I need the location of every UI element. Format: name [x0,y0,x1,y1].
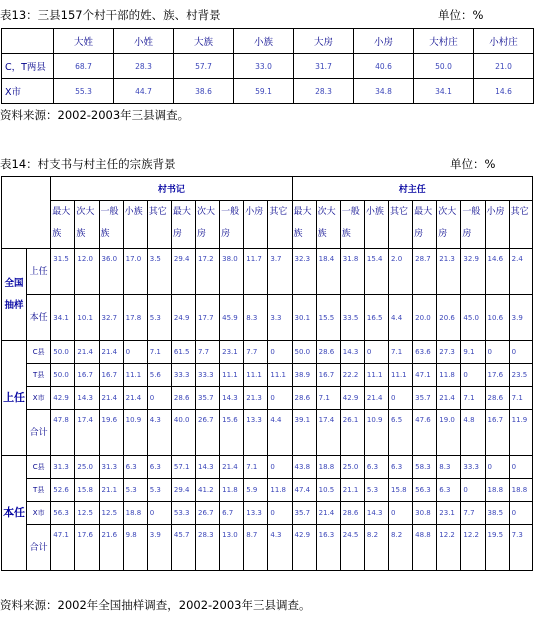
col-header: 一般族 [99,201,123,249]
table-cell: 50.0 [51,341,75,364]
table-cell: 12.2 [461,525,485,571]
table-cell: 21.4 [123,387,147,410]
col-header: 大族 [174,29,234,54]
table-cell: 23.5 [509,364,532,387]
row-label: X市 [27,502,51,525]
table-cell: 20.6 [437,295,461,341]
table-cell: 30.1 [292,295,316,341]
table-cell: 0 [485,456,509,479]
table-cell: 17.4 [75,410,99,456]
table-cell: 15.8 [389,479,413,502]
table-cell: 50.0 [292,341,316,364]
table-cell: 47.6 [413,410,437,456]
table-cell: 42.9 [51,387,75,410]
table-cell: 0 [364,341,388,364]
table-cell: 28.7 [413,249,437,295]
table-cell: 6.7 [220,502,244,525]
table-cell: 47.8 [51,410,75,456]
table-cell: 11.1 [123,364,147,387]
table-cell: 20.0 [413,295,437,341]
table-row [2,456,533,479]
table-cell: 16.7 [99,364,123,387]
table-cell: 17.0 [123,249,147,295]
table-cell: 10.9 [123,410,147,456]
table-cell: 27.3 [437,341,461,364]
table-cell: 21.1 [340,479,364,502]
table-cell: 3.7 [268,249,292,295]
table-cell: 8.2 [389,525,413,571]
col-header: 最大房 [171,201,195,249]
table-cell: 19.0 [437,410,461,456]
row-label: 本任 [27,295,51,341]
table-cell: 45.9 [220,295,244,341]
table-cell: 34.1 [414,79,474,104]
col-header: 小族 [364,201,388,249]
table-cell: 10.5 [316,479,340,502]
table-cell: 21.4 [75,341,99,364]
table-row [2,502,533,525]
table-cell: 8.2 [364,525,388,571]
table-cell: 28.6 [292,387,316,410]
table-cell: 18.8 [123,502,147,525]
table-cell: 5.6 [147,364,171,387]
table-cell: 40.0 [171,410,195,456]
table-cell: 0 [147,502,171,525]
table-cell: 11.1 [244,364,268,387]
table-cell: 29.4 [171,479,195,502]
col-header: 小房 [354,29,414,54]
table-cell: 0 [268,387,292,410]
table-cell: 24.5 [340,525,364,571]
table-cell: 0 [509,456,532,479]
table-cell: 13.3 [244,502,268,525]
col-header: 次大房 [437,201,461,249]
table-cell: 0 [461,479,485,502]
table-cell: 57.1 [171,456,195,479]
col-header: 其它 [147,201,171,249]
table-cell: 4.4 [268,410,292,456]
table-row [2,79,534,104]
table-cell: 6.3 [364,456,388,479]
table-cell: 3.9 [147,525,171,571]
table-cell: 45.0 [461,295,485,341]
table-cell: 28.6 [340,502,364,525]
table-cell: 13.3 [244,410,268,456]
table-cell: 13.0 [220,525,244,571]
group-header-secretary: 村书记 [51,177,292,201]
table14 [1,176,533,571]
table-cell: 7.1 [461,387,485,410]
table-cell: 3.9 [509,295,532,341]
col-header: 其它 [268,201,292,249]
table-cell: 59.1 [234,79,294,104]
table-cell: 14.3 [340,341,364,364]
table-cell: 3.3 [268,295,292,341]
table-row [2,387,533,410]
table-cell: 53.3 [171,502,195,525]
table-cell: 15.6 [220,410,244,456]
table-cell: 15.4 [364,249,388,295]
table-cell: 7.1 [509,387,532,410]
table-cell: 4.3 [147,410,171,456]
table-cell: 21.4 [220,456,244,479]
table-cell: 26.1 [340,410,364,456]
group-header-director: 村主任 [292,177,532,201]
table-cell: 6.3 [389,456,413,479]
row-group-label: 全国抽样 [2,249,27,341]
table-cell: 42.9 [340,387,364,410]
row-label: 上任 [27,249,51,295]
table-cell: 18.8 [485,479,509,502]
table-cell: 38.9 [292,364,316,387]
table-cell: 0 [123,341,147,364]
table-cell: 7.3 [509,525,532,571]
table-cell: 12.5 [75,502,99,525]
table-cell: 31.7 [294,54,354,79]
table-cell: 33.0 [234,54,294,79]
table-cell: 17.2 [196,249,220,295]
table-cell: 50.0 [51,364,75,387]
table-cell: 21.4 [316,502,340,525]
table-row [2,525,533,571]
table-cell: 14.6 [485,249,509,295]
table-cell: 47.1 [413,364,437,387]
table-row [2,249,533,295]
table-cell: 18.8 [509,479,532,502]
table-cell: 0 [147,387,171,410]
table-cell: 21.0 [474,54,534,79]
row-label: T县 [27,364,51,387]
table-cell: 34.8 [354,79,414,104]
table-cell: 35.7 [413,387,437,410]
col-header: 一般房 [461,201,485,249]
table-cell: 6.3 [123,456,147,479]
table-cell: 61.5 [171,341,195,364]
col-header: 最大族 [292,201,316,249]
table-cell: 21.4 [437,387,461,410]
table13-source: 资料来源：2002-2003年三县调查。 [0,108,190,122]
col-header: 次大族 [75,201,99,249]
table-cell: 7.7 [461,502,485,525]
row-label: C县 [27,456,51,479]
table-cell: 28.6 [485,387,509,410]
row-label: 合计 [27,525,51,571]
table-cell: 0 [509,502,532,525]
table14-source: 资料来源：2002年全国抽样调查，2002-2003年三县调查。 [0,598,311,612]
table-cell: 5.3 [364,479,388,502]
col-header: 小族 [234,29,294,54]
table-cell: 7.7 [196,341,220,364]
table-cell: 44.7 [114,79,174,104]
table13 [1,28,534,104]
col-header: 次大房 [196,201,220,249]
table-cell: 14.3 [196,456,220,479]
table-cell: 47.4 [292,479,316,502]
col-header: 其它 [509,201,532,249]
table-cell: 21.6 [99,525,123,571]
row-label: C，T两县 [2,54,54,79]
table-cell: 5.3 [123,479,147,502]
table-cell: 23.1 [220,341,244,364]
table-cell: 32.3 [292,249,316,295]
table-cell: 6.5 [389,410,413,456]
table-cell: 0 [268,502,292,525]
table-cell: 14.3 [75,387,99,410]
table-cell: 18.4 [316,249,340,295]
row-group-label: 本任 [2,456,27,571]
group-header-row [2,177,533,201]
table-cell: 36.0 [99,249,123,295]
table-cell: 4.8 [461,410,485,456]
table-cell: 25.0 [340,456,364,479]
table-cell: 25.0 [75,456,99,479]
table-cell: 0 [461,364,485,387]
table-row [2,341,533,364]
row-label: X市 [2,79,54,104]
table-cell: 28.3 [196,525,220,571]
table-cell: 9.1 [461,341,485,364]
table13-header-row [2,29,534,54]
table-cell: 19.5 [485,525,509,571]
table-cell: 63.6 [413,341,437,364]
table-cell: 21.3 [437,249,461,295]
table-cell: 8.3 [437,456,461,479]
table-cell: 12.0 [75,249,99,295]
col-header: 大姓 [54,29,114,54]
table14-unit: 单位：% [450,157,496,171]
table-cell: 52.6 [51,479,75,502]
table-cell: 7.1 [316,387,340,410]
table14-title: 表14：村支书与村主任的宗族背景 [0,157,176,171]
col-header: 其它 [389,201,413,249]
table-row [2,295,533,341]
col-header: 大房 [294,29,354,54]
col-header: 小村庄 [474,29,534,54]
table-cell: 0 [509,341,532,364]
table-cell: 47.1 [51,525,75,571]
table-cell: 39.1 [292,410,316,456]
table-cell: 56.3 [51,502,75,525]
table-cell: 11.1 [220,364,244,387]
table-cell: 6.3 [147,456,171,479]
table-cell: 31.8 [340,249,364,295]
table-cell: 11.8 [220,479,244,502]
table-cell: 21.1 [99,479,123,502]
table-row [2,364,533,387]
table-cell: 50.0 [414,54,474,79]
table-cell: 38.0 [220,249,244,295]
table-cell: 35.7 [292,502,316,525]
table-cell: 48.8 [413,525,437,571]
table-cell: 4.3 [268,525,292,571]
table-cell: 19.6 [99,410,123,456]
table-cell: 31.3 [99,456,123,479]
table-cell: 11.7 [244,249,268,295]
table-cell: 11.8 [268,479,292,502]
table-cell: 12.2 [437,525,461,571]
table-cell: 58.3 [413,456,437,479]
table-cell: 2.0 [389,249,413,295]
table-cell: 18.8 [316,456,340,479]
table-cell: 5.3 [147,295,171,341]
table-cell: 7.1 [147,341,171,364]
table-cell: 4.4 [389,295,413,341]
table-cell: 32.7 [99,295,123,341]
table-cell: 35.7 [196,387,220,410]
table-cell: 16.5 [364,295,388,341]
table-cell: 5.3 [147,479,171,502]
header-corner [2,177,51,249]
table-cell: 6.3 [437,479,461,502]
table-cell: 38.5 [485,502,509,525]
table-cell: 41.2 [196,479,220,502]
table-cell: 16.7 [485,410,509,456]
table-cell: 42.9 [292,525,316,571]
table-cell: 45.7 [171,525,195,571]
table-cell: 26.7 [196,502,220,525]
sub-header-row [2,201,533,249]
col-header: 一般族 [340,201,364,249]
table-cell: 33.3 [196,364,220,387]
col-header: 小族 [123,201,147,249]
table-cell: 28.6 [316,341,340,364]
table-row [2,54,534,79]
table-cell: 3.5 [147,249,171,295]
table-cell: 57.7 [174,54,234,79]
row-label: X市 [27,387,51,410]
table-cell: 16.7 [316,364,340,387]
col-header: 小姓 [114,29,174,54]
table-cell: 0 [389,502,413,525]
table13-title: 表13：三县157个村干部的姓、族、村背景 [0,8,221,22]
table-cell: 7.1 [389,341,413,364]
table-cell: 21.4 [364,387,388,410]
table-cell: 11.1 [268,364,292,387]
col-header: 大村庄 [414,29,474,54]
table-cell: 14.3 [364,502,388,525]
table-cell: 12.5 [99,502,123,525]
table-cell: 26.7 [196,410,220,456]
table-cell: 7.1 [244,456,268,479]
table-cell: 15.8 [75,479,99,502]
table-cell: 56.3 [413,479,437,502]
header-corner [2,29,54,54]
table-cell: 24.9 [171,295,195,341]
table-cell: 43.8 [292,456,316,479]
col-header: 次大族 [316,201,340,249]
table-cell: 31.5 [51,249,75,295]
table-cell: 33.3 [171,364,195,387]
table-cell: 29.4 [171,249,195,295]
table-cell: 21.4 [99,387,123,410]
col-header: 最大族 [51,201,75,249]
row-label: T县 [27,479,51,502]
table-cell: 11.9 [509,410,532,456]
table-cell: 33.5 [340,295,364,341]
table-cell: 30.8 [413,502,437,525]
table-cell: 7.7 [244,341,268,364]
col-header: 小房 [485,201,509,249]
table-row [2,410,533,456]
table-cell: 21.3 [244,387,268,410]
table-cell: 11.8 [437,364,461,387]
row-label: C县 [27,341,51,364]
table-cell: 16.3 [316,525,340,571]
table-cell: 8.3 [244,295,268,341]
table-cell: 0 [485,341,509,364]
col-header: 最大房 [413,201,437,249]
table-cell: 0 [389,387,413,410]
table-cell: 34.1 [51,295,75,341]
table-cell: 22.2 [340,364,364,387]
table-cell: 31.3 [51,456,75,479]
col-header: 小房 [244,201,268,249]
table-cell: 2.4 [509,249,532,295]
table-cell: 14.6 [474,79,534,104]
table-cell: 17.8 [123,295,147,341]
col-header: 一般房 [220,201,244,249]
table-cell: 8.7 [244,525,268,571]
row-group-label: 上任 [2,341,27,456]
table-cell: 28.6 [171,387,195,410]
table-cell: 10.1 [75,295,99,341]
table-cell: 15.5 [316,295,340,341]
table-cell: 17.4 [316,410,340,456]
table-cell: 68.7 [54,54,114,79]
table-cell: 17.6 [75,525,99,571]
table-cell: 10.9 [364,410,388,456]
table-cell: 0 [268,341,292,364]
table-cell: 11.1 [389,364,413,387]
table-cell: 55.3 [54,79,114,104]
table-row [2,479,533,502]
table-cell: 23.1 [437,502,461,525]
row-label: 合计 [27,410,51,456]
table-cell: 11.1 [364,364,388,387]
table-cell: 28.3 [294,79,354,104]
table-cell: 17.7 [196,295,220,341]
table-cell: 32.9 [461,249,485,295]
table-cell: 21.4 [99,341,123,364]
table-cell: 28.3 [114,54,174,79]
table-cell: 17.6 [485,364,509,387]
table-cell: 10.6 [485,295,509,341]
table-cell: 9.8 [123,525,147,571]
table-cell: 5.9 [244,479,268,502]
table-cell: 38.6 [174,79,234,104]
table-cell: 40.6 [354,54,414,79]
table-cell: 33.3 [461,456,485,479]
table13-unit: 单位：% [438,8,484,22]
table-cell: 14.3 [220,387,244,410]
table-cell: 16.7 [75,364,99,387]
table-cell: 0 [268,456,292,479]
